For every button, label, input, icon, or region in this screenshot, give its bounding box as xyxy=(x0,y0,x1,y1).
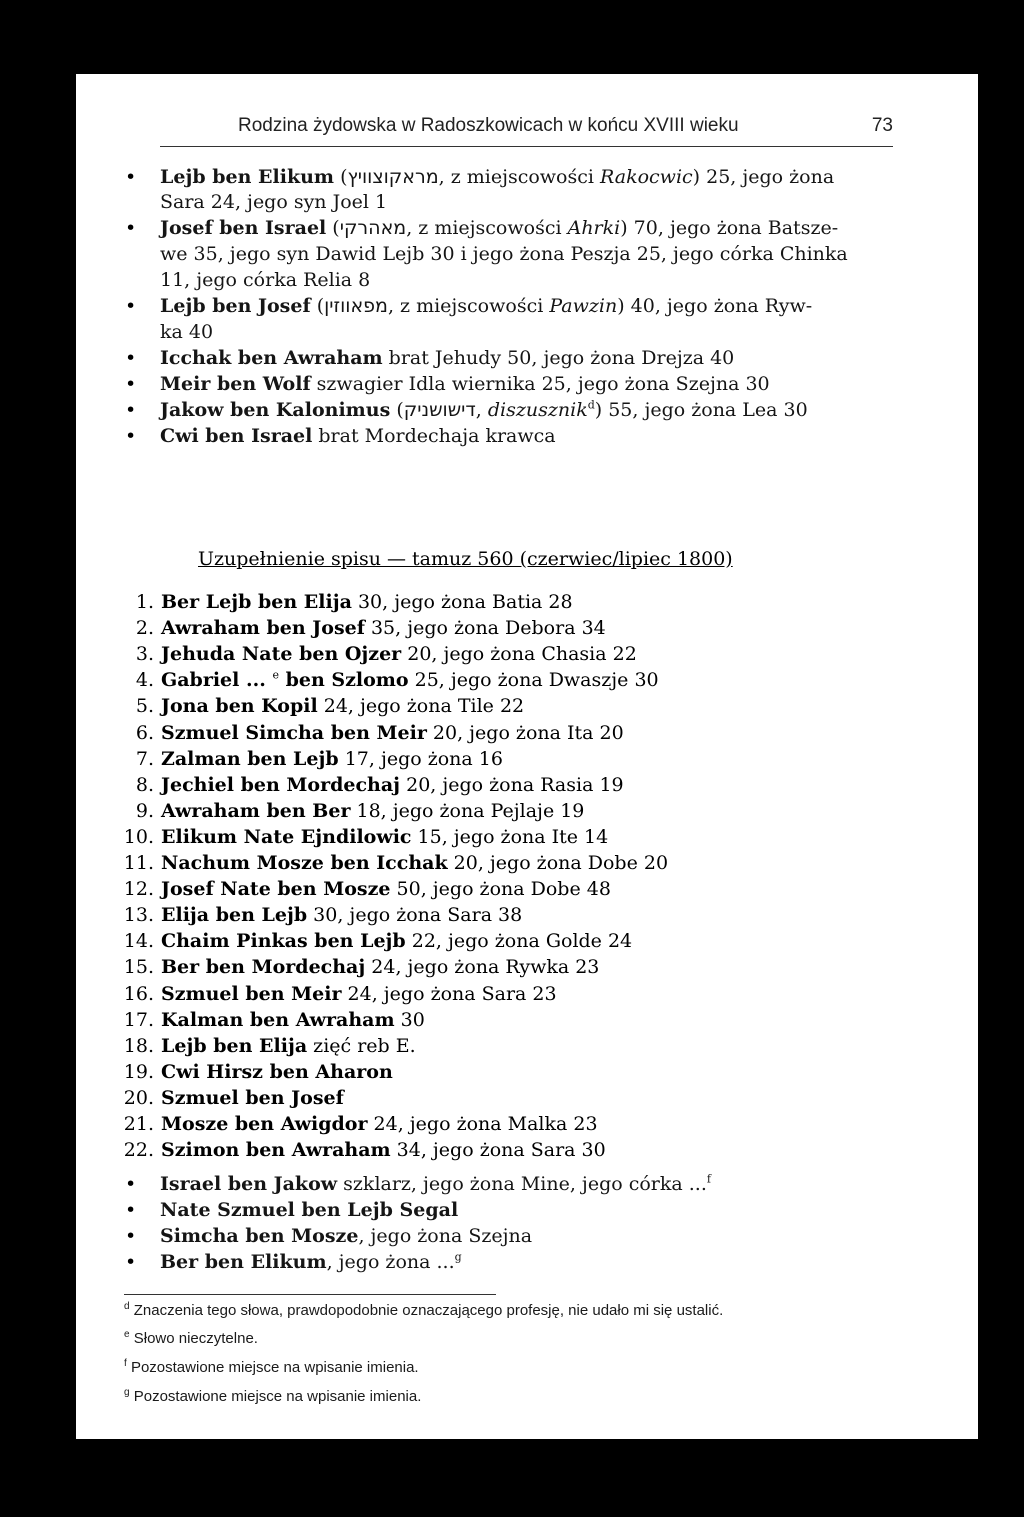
numbered-entry: Nachum Mosze ben Icchak 20, jego żona Dobe 20 xyxy=(161,852,669,874)
list-item-continuation: 11, jego córka Relia 8 xyxy=(160,269,371,291)
numbered-entry: Awraham ben Ber 18, jego żona Pejlaje 19 xyxy=(161,799,585,822)
list-number: 7. xyxy=(135,747,154,770)
numbered-entry: Lejb ben Elija zięć reb E. xyxy=(161,1034,416,1057)
numbered-entry: Ber Lejb ben Elija 30, jego żona Batia 28 xyxy=(161,591,573,613)
bullet: • xyxy=(125,217,137,239)
bullet: • xyxy=(125,425,137,447)
numbered-entry: Ber ben Mordechaj 24, jego żona Rywka 23 xyxy=(161,956,600,979)
numbered-entry: Kalman ben Awraham 30 xyxy=(161,1008,425,1031)
list-item-continuation: ka 40 xyxy=(160,321,214,343)
list-item: Icchak ben Awraham brat Jehudy 50, jego żona Drejza 40 xyxy=(160,347,735,369)
header-rule xyxy=(160,146,893,147)
list-number: 9. xyxy=(135,799,154,822)
running-title: Rodzina żydowska w Radoszkowicach w końcu XVIII wieku xyxy=(238,115,739,136)
list-number: 14. xyxy=(123,930,154,953)
list-item: Simcha ben Mosze, jego żona Szejna xyxy=(160,1225,533,1247)
list-number: 3. xyxy=(135,643,154,666)
footnote-rule xyxy=(124,1294,496,1295)
list-number: 1. xyxy=(135,591,154,613)
numbered-entry: Szmuel ben Meir 24, jego żona Sara 23 xyxy=(161,982,557,1005)
list-number: 13. xyxy=(123,904,154,927)
numbered-entry: Szimon ben Awraham 34, jego żona Sara 30 xyxy=(161,1139,606,1162)
list-number: 19. xyxy=(123,1060,154,1083)
numbered-entry: Cwi Hirsz ben Aharon xyxy=(161,1060,393,1083)
bullet: • xyxy=(125,166,137,188)
list-item: Israel ben Jakow szklarz, jego żona Mine, jego córka ...$^f$ xyxy=(160,1172,711,1195)
bullet: • xyxy=(125,1225,137,1247)
numbered-entry: Szmuel Simcha ben Meir 20, jego żona Ita 20 xyxy=(161,721,624,744)
list-number: 22. xyxy=(123,1139,154,1162)
list-item: Cwi ben Israel brat Mordechaja krawca xyxy=(160,425,556,447)
page-number: 73 xyxy=(871,115,893,136)
numbered-entry: Jechiel ben Mordechaj 20, jego żona Rasia 19 xyxy=(161,773,624,796)
list-number: 15. xyxy=(123,956,154,979)
list-item-continuation: we 35, jego syn Dawid Lejb 30 i jego żona Peszja 25, jego córka Chinka xyxy=(160,243,848,265)
bullet: • xyxy=(125,373,137,395)
bullet: • xyxy=(125,399,137,421)
numbered-entry: Awraham ben Josef 35, jego żona Debora 34 xyxy=(161,617,606,640)
list-item-continuation: Sara 24, jego syn Joel 1 xyxy=(160,191,388,213)
list-number: 8. xyxy=(135,773,154,796)
section-subheading: Uzupełnienie spisu — tamuz 560 (czerwiec/lipiec 1800) xyxy=(198,548,733,570)
list-item: Lejb ben Elikum (מראקוצוויץ, z miejscowości Rakocwic) 25, jego żona xyxy=(160,166,835,188)
footnote: $^d$ Znaczenia tego słowa, prawdopodobnie oznaczającego profesję, nie udało mi się ustalić. xyxy=(124,1301,724,1319)
bullet: • xyxy=(125,1199,137,1221)
list-item: Nate Szmuel ben Lejb Segal xyxy=(160,1199,459,1221)
numbered-entry: Chaim Pinkas ben Lejb 22, jego żona Golde 24 xyxy=(161,930,633,953)
list-number: 21. xyxy=(123,1113,154,1135)
list-number: 18. xyxy=(123,1034,154,1057)
list-number: 5. xyxy=(135,695,154,718)
bullet: • xyxy=(125,1251,137,1273)
numbered-entry: Jehuda Nate ben Ojzer 20, jego żona Chasia 22 xyxy=(161,643,637,666)
list-number: 16. xyxy=(123,982,154,1005)
footnote: $^f$ Pozostawione miejsce na wpisanie imienia. xyxy=(124,1358,419,1376)
list-number: 2. xyxy=(135,617,154,640)
bullet: • xyxy=(125,347,137,369)
numbered-entry: Mosze ben Awigdor 24, jego żona Malka 23 xyxy=(161,1113,598,1135)
numbered-entry: Jona ben Kopil 24, jego żona Tile 22 xyxy=(161,695,525,718)
list-number: 20. xyxy=(123,1086,154,1109)
list-number: 10. xyxy=(123,825,154,848)
footnote: $^g$ Pozostawione miejsce na wpisanie imienia. xyxy=(124,1387,422,1405)
list-number: 6. xyxy=(135,721,154,744)
list-item: Ber ben Elikum, jego żona ...$^g$ xyxy=(160,1250,462,1273)
list-number: 12. xyxy=(123,878,154,901)
numbered-entry: Szmuel ben Josef xyxy=(161,1086,344,1109)
numbered-entry: Elija ben Lejb 30, jego żona Sara 38 xyxy=(161,904,523,927)
list-item: Lejb ben Josef (מפאווזין, z miejscowości Pawzin) 40, jego żona Ryw- xyxy=(160,295,813,317)
list-item: Meir ben Wolf szwagier Idla wiernika 25, jego żona Szejna 30 xyxy=(160,373,770,395)
numbered-entry: Josef Nate ben Mosze 50, jego żona Dobe 48 xyxy=(161,878,611,901)
list-number: 4. xyxy=(135,669,154,692)
list-item: Josef ben Israel (מאהרקי, z miejscowości Ahrki) 70, jego żona Batsze- xyxy=(160,217,839,239)
numbered-entry: Zalman ben Lejb 17, jego żona 16 xyxy=(161,747,503,770)
list-number: 11. xyxy=(123,852,154,874)
bullet: • xyxy=(125,1173,137,1195)
numbered-entry: Elikum Nate Ejndilowic 15, jego żona Ite 14 xyxy=(161,825,609,848)
list-number: 17. xyxy=(123,1008,154,1031)
running-header xyxy=(160,115,893,145)
footnote: $^e$ Słowo nieczytelne. xyxy=(124,1329,258,1347)
bullet: • xyxy=(125,295,137,317)
numbered-entry: Gabriel ... $^e$ ben Szlomo 25, jego żona Dwaszje 30 xyxy=(161,668,659,692)
list-item: Jakow ben Kalonimus (דישושניק, diszusznik$^d$) 55, jego żona Lea 30 xyxy=(160,398,808,421)
